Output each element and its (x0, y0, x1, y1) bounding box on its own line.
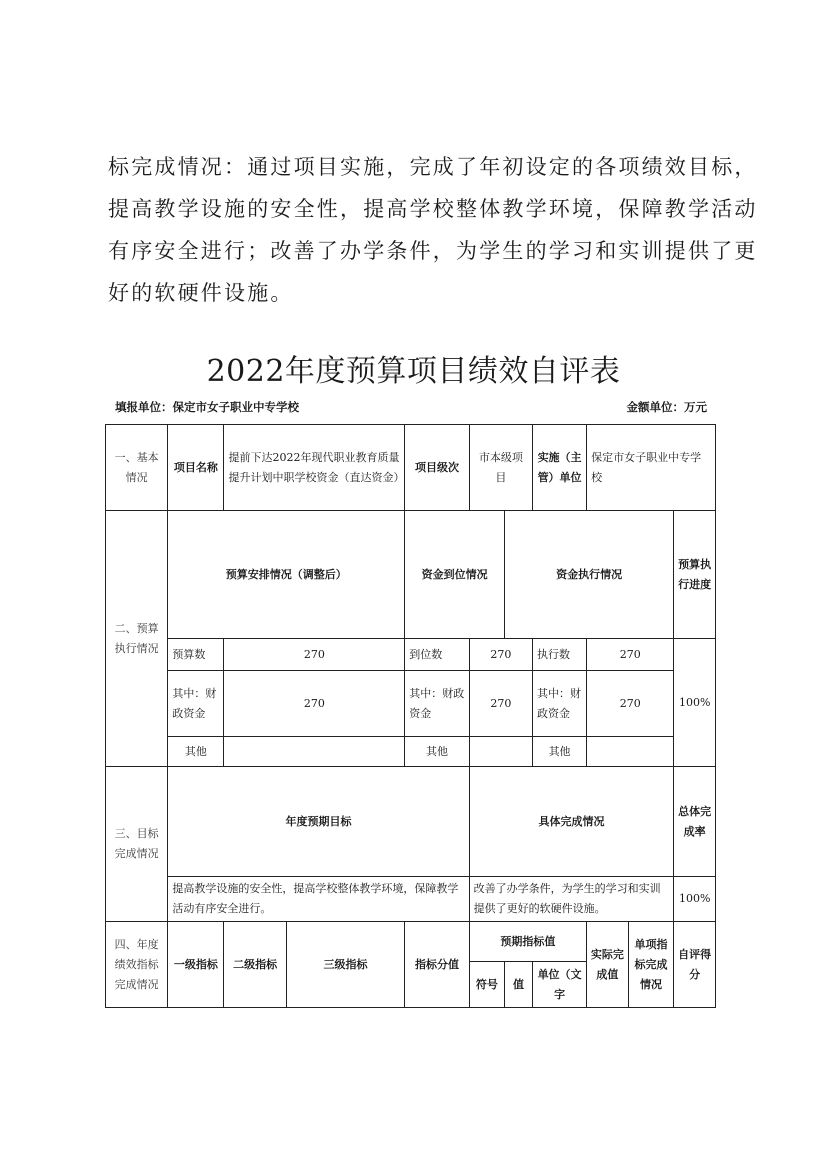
body-paragraph (108, 146, 758, 314)
expected-goal-text: 提高教学设施的安全性，提高学校整体教学环境，保障教学活动有序安全进行。 (168, 877, 469, 922)
evaluation-table (105, 424, 716, 1008)
fund-execution-header: 资金执行情况 (505, 511, 674, 639)
page-title: 2022年度预算项目绩效自评表 (206, 354, 621, 389)
budget-other-value (224, 737, 405, 767)
budget-fiscal-value: 270 (224, 671, 405, 737)
arrival-other-label: 其他 (405, 737, 469, 767)
section-basic: 一、基本情况 (106, 425, 168, 511)
fund-arrival-header: 资金到位情况 (405, 511, 505, 639)
project-level-label: 项目级次 (405, 425, 469, 511)
table-row (106, 511, 716, 639)
actual-completion-header: 具体完成情况 (469, 767, 674, 877)
table-row (106, 639, 716, 671)
budget-arrange-header: 预算安排情况（调整后） (168, 511, 405, 639)
execution-amount-value: 270 (587, 639, 674, 671)
reporting-unit: 填报单位：保定市女子职业中专学校 (115, 400, 299, 414)
project-name-value: 提前下达2022年现代职业教育质量提升计划中职学校资金（直达资金） (224, 425, 405, 511)
unit-header: 单位（文字 (533, 962, 587, 1008)
overall-rate-value: 100% (674, 877, 716, 922)
section-indicators: 四、年度绩效指标完成情况 (106, 922, 168, 1008)
arrival-other-value (469, 737, 532, 767)
table-row (106, 877, 716, 922)
implementing-unit-label: 实施（主管）单位 (533, 425, 587, 511)
expected-value-header: 预期指标值 (469, 922, 586, 962)
level1-indicator-header: 一级指标 (168, 922, 224, 1008)
arrival-fiscal-label: 其中：财政资金 (405, 671, 469, 737)
amount-unit: 金额单位：万元 (626, 400, 707, 414)
symbol-header: 符号 (469, 962, 504, 1008)
execution-other-value (587, 737, 674, 767)
single-completion-header: 单项指标完成情况 (628, 922, 674, 1008)
table-row (106, 671, 716, 737)
paragraph-line: 标完成情况：通过项目实施，完成了年初设定的各项绩效目标， (108, 155, 758, 179)
paragraph-line: 好的软硬件设施。 (108, 281, 294, 305)
arrival-amount-label: 到位数 (405, 639, 469, 671)
execution-amount-label: 执行数 (533, 639, 587, 671)
section-budget: 二、预算执行情况 (106, 511, 168, 767)
paragraph-line: 有序安全进行；改善了办学条件，为学生的学习和实训提供了更 (108, 239, 758, 263)
table-row (106, 922, 716, 962)
self-score-header: 自评得分 (674, 922, 716, 1008)
budget-amount-value: 270 (224, 639, 405, 671)
arrival-fiscal-value: 270 (469, 671, 532, 737)
execution-progress-header: 预算执行进度 (674, 511, 716, 639)
actual-completion-text: 改善了办学条件，为学生的学习和实训提供了更好的软硬件设施。 (469, 877, 674, 922)
expected-goal-header: 年度预期目标 (168, 767, 469, 877)
section-goal: 三、目标完成情况 (106, 767, 168, 922)
project-name-label: 项目名称 (168, 425, 224, 511)
actual-value-header: 实际完成值 (587, 922, 629, 1008)
execution-fiscal-value: 270 (587, 671, 674, 737)
execution-fiscal-label: 其中：财政资金 (533, 671, 587, 737)
arrival-amount-value: 270 (469, 639, 532, 671)
paragraph-line: 提高教学设施的安全性，提高学校整体教学环境，保障教学活动 (108, 197, 758, 221)
project-level-value: 市本级项目 (469, 425, 532, 511)
implementing-unit-value: 保定市女子职业中专学校 (587, 425, 716, 511)
table-row (106, 737, 716, 767)
budget-amount-label: 预算数 (168, 639, 224, 671)
table-row (106, 425, 716, 511)
indicator-score-header: 指标分值 (405, 922, 469, 1008)
level3-indicator-header: 三级指标 (286, 922, 404, 1008)
budget-other-label: 其他 (168, 737, 224, 767)
budget-fiscal-label: 其中：财政资金 (168, 671, 224, 737)
overall-rate-header: 总体完成率 (674, 767, 716, 877)
value-header: 值 (505, 962, 533, 1008)
table-row (106, 767, 716, 877)
execution-other-label: 其他 (533, 737, 587, 767)
level2-indicator-header: 二级指标 (224, 922, 286, 1008)
execution-progress-value: 100% (674, 639, 716, 767)
